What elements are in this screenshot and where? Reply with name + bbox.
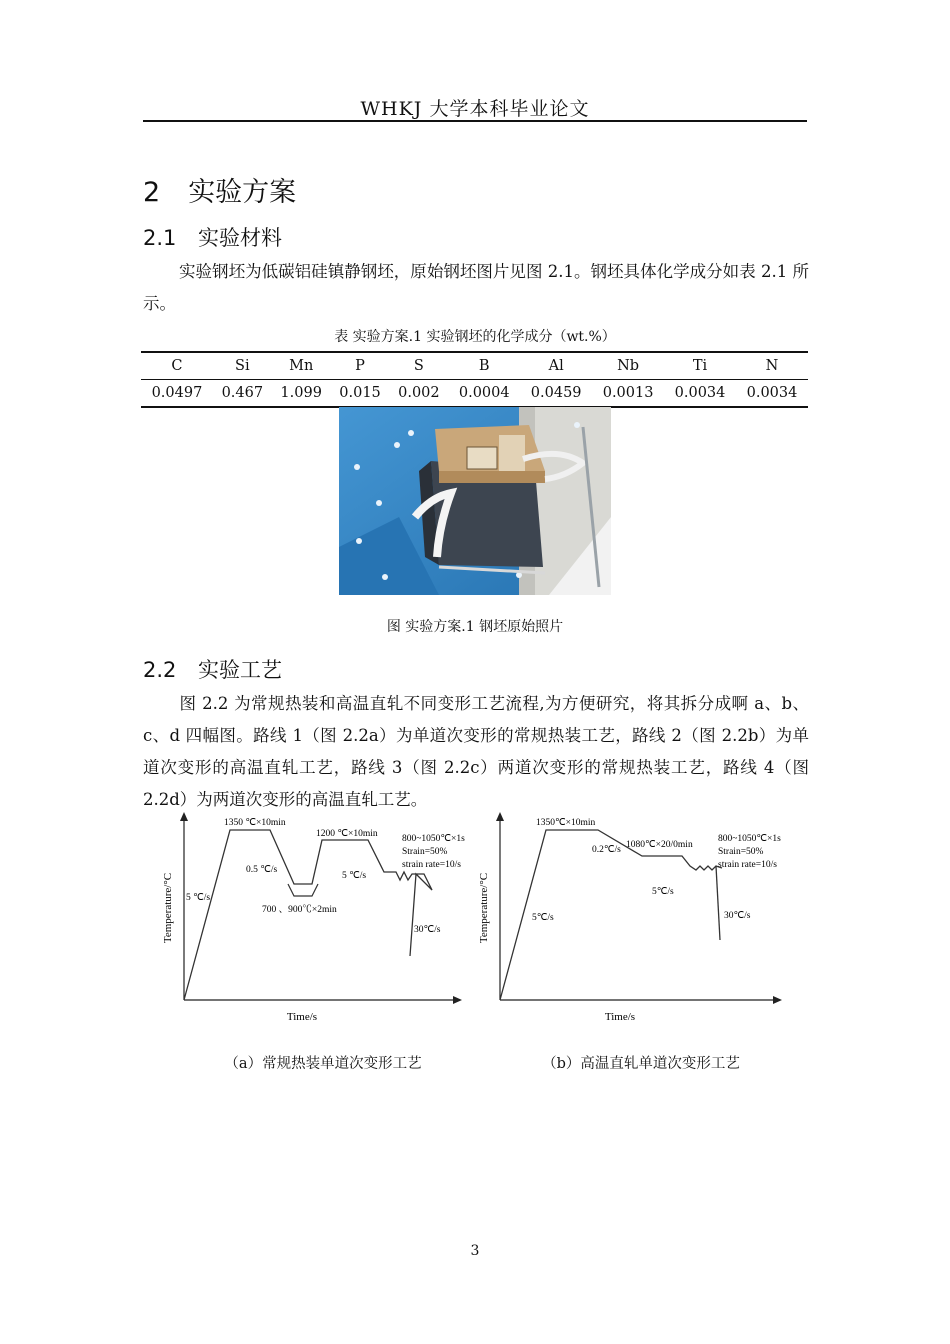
table-header-cell: Si [235,358,250,374]
annotation: Strain=50% [402,847,448,857]
table-cell: 0.015 [339,385,381,401]
annotation: 800~1050℃×1s [402,834,465,844]
running-header: WHKJ 大学本科毕业论文 [360,98,590,120]
table-cell: 0.0013 [602,385,654,401]
annotation: strain rate=10/s [402,860,461,870]
annotation: 5℃/s [532,913,554,923]
table-header-row [141,352,808,380]
x-axis-arrow-icon [773,996,782,1004]
annotation: 0.2℃/s [592,845,621,855]
temperature-curve [184,830,432,1000]
annotation: 1080℃×20/0min [626,840,693,850]
table-header-cell: Ti [692,358,708,374]
table-header-cell: Al [548,358,564,374]
annotation: 30℃/s [724,911,751,921]
paragraph-materials [143,256,809,320]
steel-billet-photo [339,407,611,595]
subsection-title: 实验工艺 [198,658,282,682]
annotation: 1350℃×10min [536,818,596,828]
table-header-cell: Nb [617,358,640,374]
table-header-cell: S [413,358,424,374]
process-chart-a [158,808,478,1030]
annotation: 800~1050℃×1s [718,834,781,844]
subsection-heading-2-2 [143,654,282,684]
subsection-title: 实验材料 [198,226,282,250]
y-axis-arrow-icon [496,812,504,821]
annotation: Strain=50% [718,847,764,857]
y-axis-arrow-icon [180,812,188,821]
subsection-number: 2.1 [143,226,177,250]
table-cell: 0.467 [221,385,264,401]
annotation: 5 ℃/s [342,871,367,881]
composition-table [141,351,808,408]
subfigure-caption-a: （a）常规热装单道次变形工艺 [224,1056,422,1072]
subsection-heading-2-1 [143,222,282,252]
annotation: 700 、900℃×2min [262,905,337,915]
annotation: 0.5 ℃/s [246,865,278,875]
paragraph-process [143,688,809,816]
page-number: 3 [470,1243,480,1259]
table-cell: 0.0034 [746,385,798,401]
annotation: 1350 ℃×10min [224,818,286,828]
process-chart-b [476,808,806,1030]
x-axis-arrow-icon [453,996,462,1004]
annotation: 1200 ℃×10min [316,829,378,839]
figure-caption: 图 实验方案.1 钢坯原始照片 [386,619,564,635]
annotation: 30℃/s [414,925,441,935]
y-axis-label: Temperature/°C [478,872,490,944]
section-number: 2 [143,177,161,208]
table-header-cell: P [355,358,365,374]
paragraph-text: 图 2.2 为常规热装和高温直轧不同变形工艺流程,为方便研究，将其拆分成啊 a、b、c、d 四幅图。路线 1（图 2.2a）为单道次变形的常规热装工艺，路线 2（图 2.2b）为单道次变形的高温直轧工艺，路线 3（图 2.2c）两道次变形的常规热装工艺，路线 4（图 2.2d）为两道次变形的高温直轧工艺。 [143,694,809,809]
table-cell: 0.0497 [151,385,203,401]
annotation: strain rate=10/s [718,860,777,870]
header-rule [143,120,807,122]
x-axis-label: Time/s [604,1011,636,1023]
x-axis-label: Time/s [286,1011,318,1023]
y-axis-label: Temperature/°C [162,872,174,944]
table-cell: 0.0004 [458,385,510,401]
lower-hold-curve [288,884,318,896]
section-heading [143,170,296,209]
table-header-cell: C [171,358,183,374]
table-cell: 1.099 [280,385,322,401]
annotation: 5 ℃/s [186,893,211,903]
table-cell: 0.0459 [530,385,582,401]
table-caption: 表 实验方案.1 实验钢坯的化学成分（wt.%） [334,329,616,345]
quench-curve [716,866,720,940]
annotation: 5℃/s [652,887,674,897]
table-header-cell: Mn [289,358,314,374]
table-header-cell: B [478,358,490,374]
subsection-number: 2.2 [143,658,177,682]
table-cell: 0.0034 [674,385,726,401]
table-row [141,380,808,408]
table-header-cell: N [765,358,779,374]
section-title: 实验方案 [188,177,297,208]
subfigure-caption-b: （b）高温直轧单道次变形工艺 [542,1056,740,1072]
table-cell: 0.002 [398,385,440,401]
paragraph-text: 实验钢坯为低碳铝硅镇静钢坯，原始钢坯图片见图 2.1。钢坯具体化学成分如表 2.1 所示。 [143,262,809,313]
